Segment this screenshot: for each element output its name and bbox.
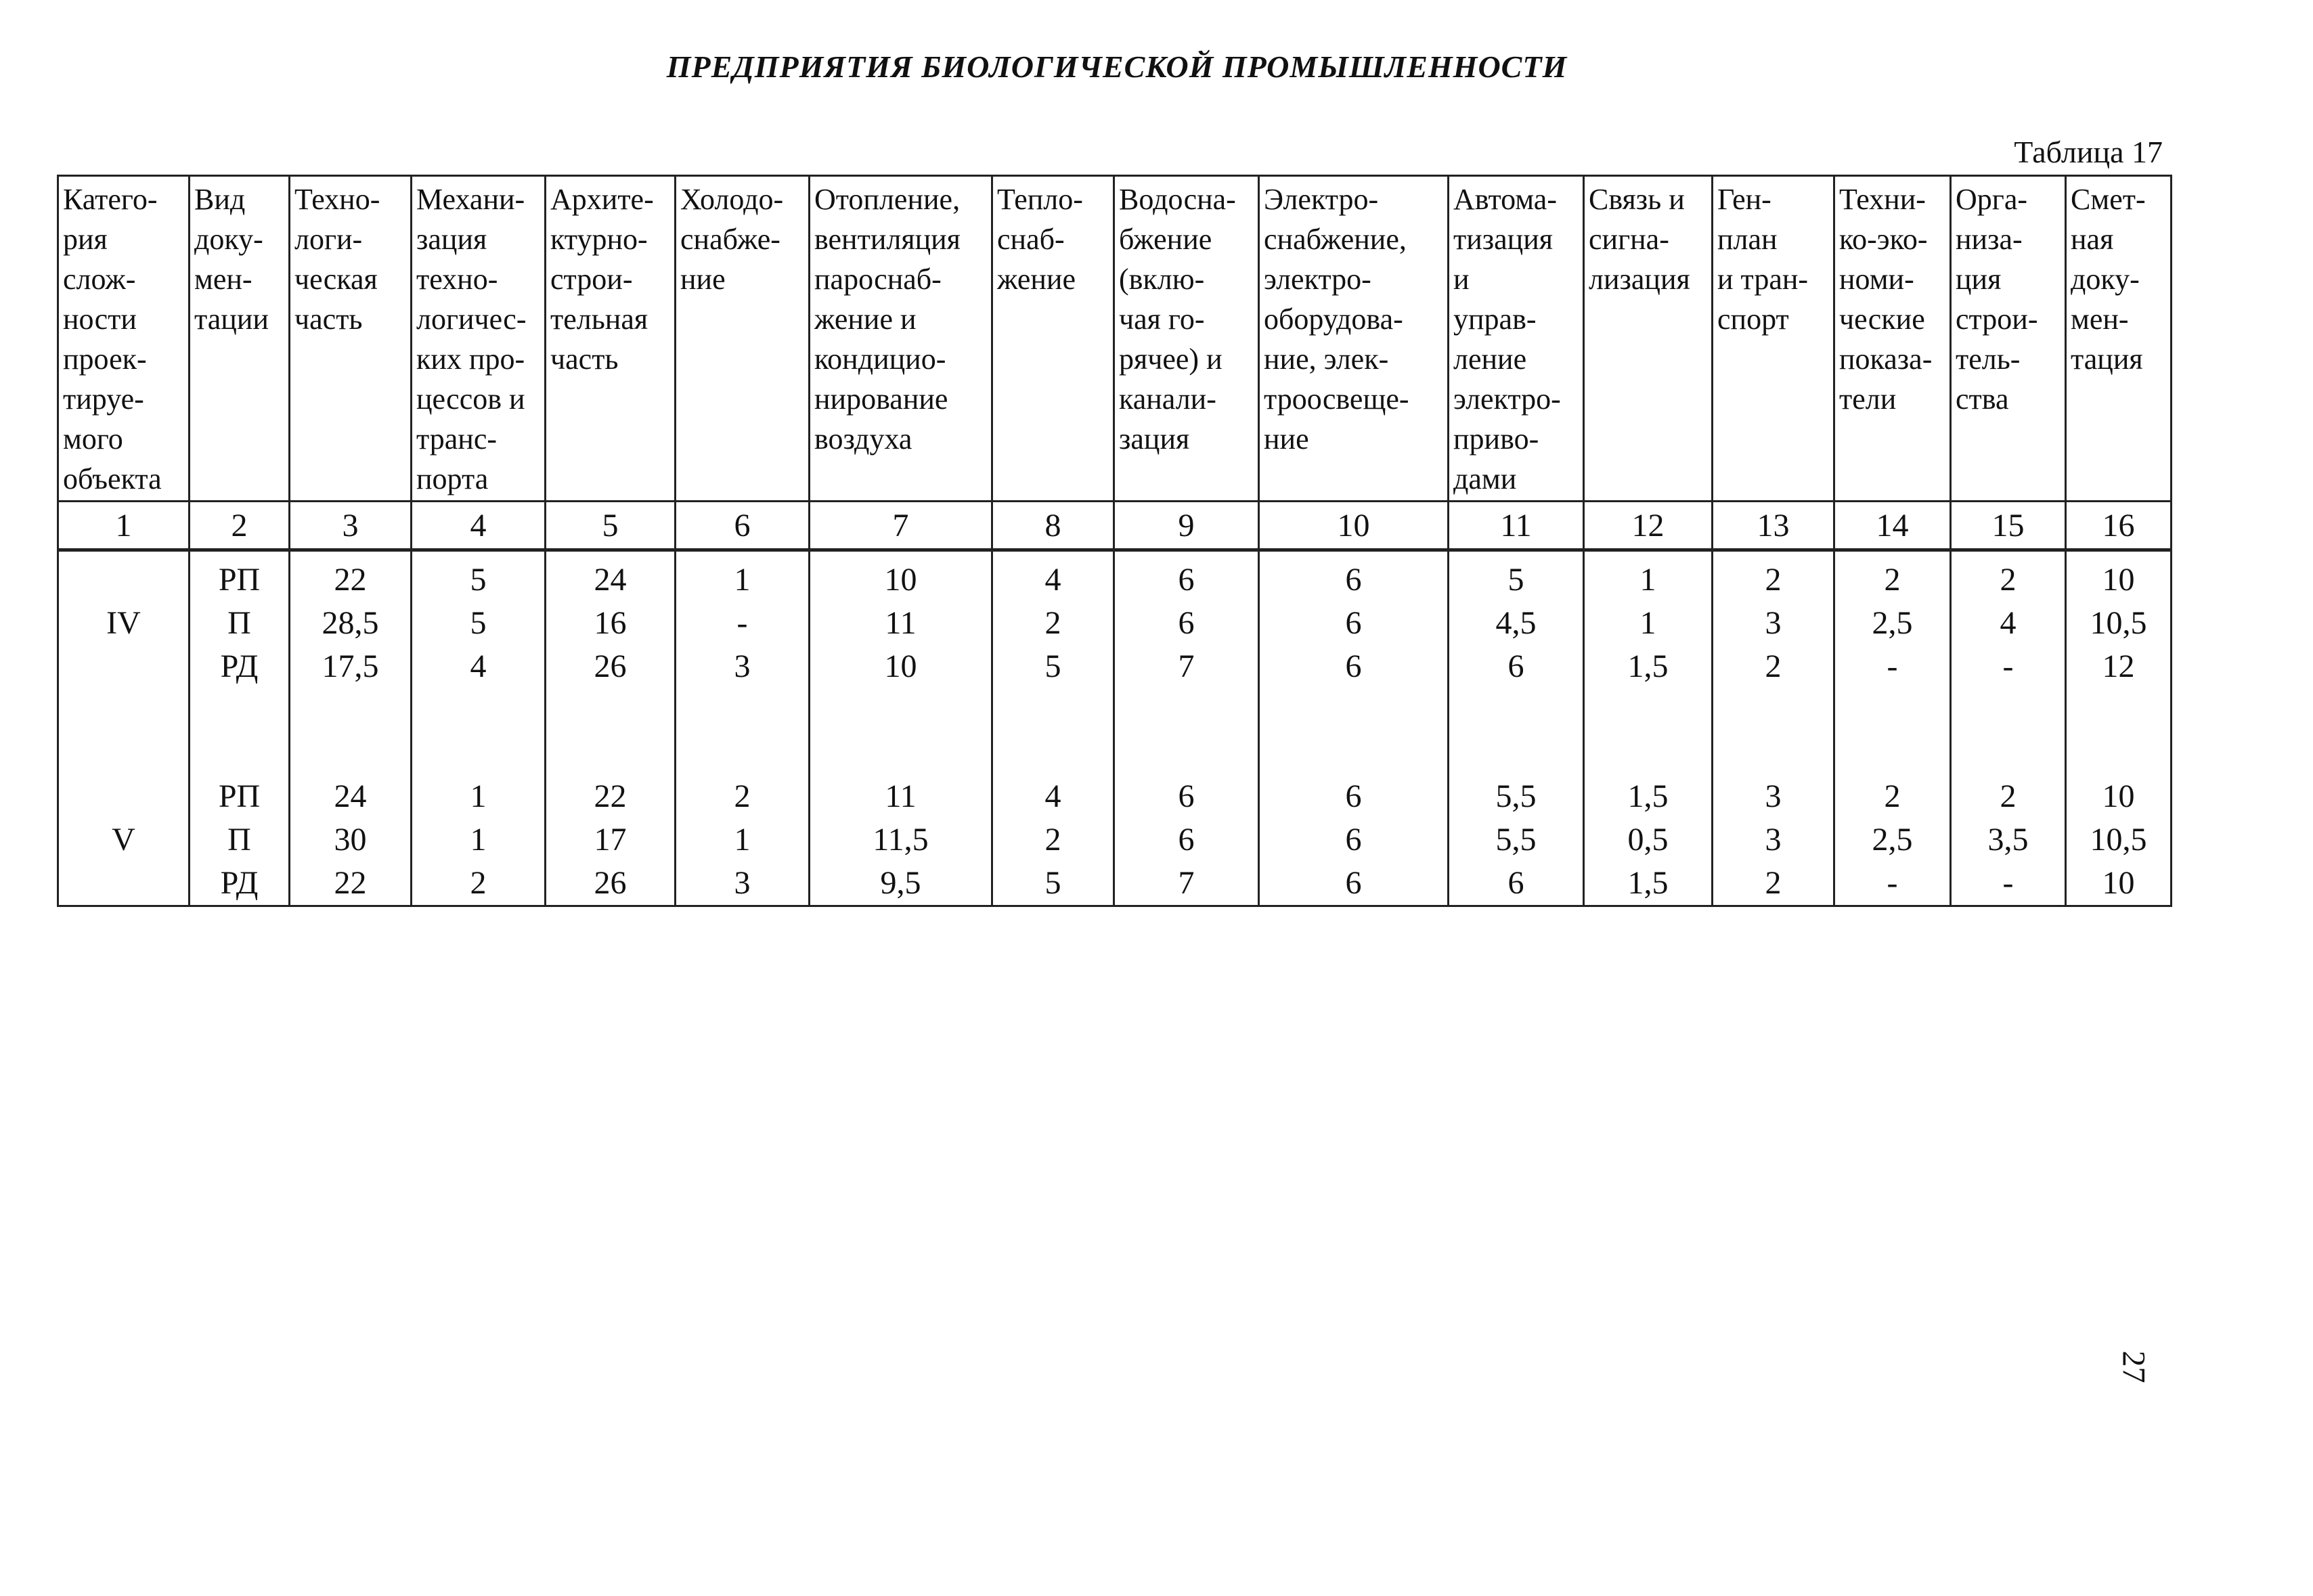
group-spacer: [676, 688, 808, 775]
group-spacer: [1585, 688, 1711, 775]
value-cell: 22: [334, 865, 367, 901]
value-cell: 2: [2000, 778, 2017, 814]
group-spacer: [59, 688, 188, 775]
value-cell: 11: [885, 778, 917, 814]
column-header-text: Вид доку- мен- тации: [194, 183, 269, 336]
group-spacer: [1952, 688, 2065, 775]
column-header: [1713, 176, 1834, 502]
column-header-text: Связь и сигна- лизация: [1589, 183, 1690, 296]
value-cell: 10,5: [2090, 822, 2147, 858]
value-cell: 5: [1044, 865, 1061, 901]
value-column-cell: [810, 550, 992, 906]
value-cell: -: [736, 605, 748, 641]
cell-lines: [1449, 552, 1583, 905]
value-cell: 22: [334, 562, 367, 598]
value-cell: 6: [1178, 822, 1195, 858]
cell-lines: [1260, 552, 1447, 905]
column-number: 2: [190, 502, 290, 550]
value-cell: 5: [1044, 648, 1061, 684]
column-header-text: Ген- план и тран- спорт: [1717, 183, 1809, 336]
category-label: [59, 558, 188, 602]
value-cell: 24: [334, 778, 367, 814]
value-cell: -: [2002, 865, 2014, 901]
value-column-cell: [190, 550, 290, 906]
category-label: IV: [106, 605, 141, 641]
cell-lines: [546, 552, 674, 905]
value-cell: 10: [2102, 865, 2135, 901]
column-header: [546, 176, 676, 502]
column-number: 13: [1713, 502, 1834, 550]
category-label: [59, 645, 188, 688]
column-header-text: Орга- низа- ция строи- тель- ства: [1956, 183, 2038, 416]
value-column-cell: [1584, 550, 1713, 906]
value-cell: 4: [2000, 605, 2017, 641]
column-number: 4: [412, 502, 546, 550]
value-column-cell: [1449, 550, 1584, 906]
value-column-cell: [992, 550, 1114, 906]
column-header: [1834, 176, 1951, 502]
column-header-text: Техно- логи- ческая часть: [294, 183, 380, 336]
group-spacer: [993, 688, 1113, 775]
value-column-cell: [1713, 550, 1834, 906]
value-column-cell: [1834, 550, 1951, 906]
value-cell: 3: [1765, 778, 1782, 814]
group-spacer: [1260, 688, 1447, 775]
value-cell: 7: [1178, 865, 1195, 901]
column-number: 8: [992, 502, 1114, 550]
cell-lines: [412, 552, 544, 905]
column-header: [1259, 176, 1449, 502]
value-cell: 3: [1765, 822, 1782, 858]
value-cell: 6: [1345, 865, 1362, 901]
value-cell: 6: [1178, 605, 1195, 641]
value-cell: 1,5: [1627, 865, 1669, 901]
cell-lines: [1585, 552, 1711, 905]
column-number: 5: [546, 502, 676, 550]
value-cell: 3,5: [1987, 822, 2029, 858]
value-cell: 2: [1765, 648, 1782, 684]
value-cell: 1: [1639, 605, 1656, 641]
column-header: [676, 176, 810, 502]
value-column-cell: [1114, 550, 1259, 906]
doc-type-cell: РП: [218, 778, 261, 814]
column-header-text: Отопление, вентиляция пароснаб- жение и кондицио- нирование воздуха: [814, 183, 961, 456]
value-cell: 6: [1178, 562, 1195, 598]
column-header-text: Водосна- бжение (вклю- чая го- рячее) и канали- зация: [1119, 183, 1236, 456]
value-cell: 6: [1507, 648, 1524, 684]
value-cell: 5: [470, 562, 487, 598]
cell-lines: [290, 552, 410, 905]
value-cell: 5,5: [1495, 822, 1537, 858]
group-spacer: [290, 688, 410, 775]
cell-lines: [1952, 552, 2065, 905]
value-cell: 2,5: [1872, 605, 1913, 641]
column-header: [58, 176, 190, 502]
group-spacer: [2067, 688, 2170, 775]
value-cell: 24: [594, 562, 627, 598]
value-cell: 6: [1507, 865, 1524, 901]
column-number: 9: [1114, 502, 1259, 550]
value-cell: 2,5: [1872, 822, 1913, 858]
value-cell: 1: [734, 562, 751, 598]
category-label: [59, 862, 188, 905]
column-number: 7: [810, 502, 992, 550]
cell-lines: [993, 552, 1113, 905]
value-cell: 2: [470, 865, 487, 901]
page-title: ПРЕДПРИЯТИЯ БИОЛОГИЧЕСКОЙ ПРОМЫШЛЕННОСТИ: [666, 49, 1568, 84]
value-cell: 1: [470, 778, 487, 814]
value-cell: 5: [470, 605, 487, 641]
column-number: 12: [1584, 502, 1713, 550]
value-cell: 10: [884, 648, 917, 684]
value-cell: 5: [1507, 562, 1524, 598]
value-cell: 4: [1044, 562, 1061, 598]
group-spacer: [1835, 688, 1949, 775]
value-cell: 4: [1044, 778, 1061, 814]
column-number: 3: [290, 502, 412, 550]
column-number: 10: [1259, 502, 1449, 550]
value-column-cell: [546, 550, 676, 906]
page-number: 27: [2115, 1350, 2152, 1383]
value-cell: 2: [1765, 562, 1782, 598]
cell-lines: [676, 552, 808, 905]
value-cell: 6: [1345, 822, 1362, 858]
value-cell: 11,5: [873, 822, 929, 858]
value-cell: 5,5: [1495, 778, 1537, 814]
value-cell: -: [1887, 648, 1898, 684]
value-cell: 2: [734, 778, 751, 814]
group-spacer: [810, 688, 991, 775]
value-cell: 4,5: [1495, 605, 1537, 641]
column-number: 14: [1834, 502, 1951, 550]
column-header: [992, 176, 1114, 502]
value-cell: 1,5: [1627, 648, 1669, 684]
group-spacer: [1115, 688, 1258, 775]
column-header-text: Катего- рия слож- ности проек- тируе- мого объекта: [63, 183, 162, 495]
value-cell: 26: [594, 648, 627, 684]
doc-type-cell: РД: [220, 865, 259, 901]
column-header: [1114, 176, 1259, 502]
value-cell: 10: [884, 562, 917, 598]
value-cell: 17,5: [322, 648, 379, 684]
category-label: [59, 775, 188, 818]
value-cell: 4: [470, 648, 487, 684]
value-cell: 3: [1765, 605, 1782, 641]
cell-lines: [59, 552, 188, 905]
value-cell: 2: [1884, 562, 1901, 598]
norms-table: [57, 175, 2172, 907]
group-spacer: [190, 688, 288, 775]
value-cell: 10: [2102, 778, 2135, 814]
column-header: [1951, 176, 2066, 502]
value-cell: 11: [885, 605, 917, 641]
column-header-text: Холодо- снабже- ние: [680, 183, 784, 296]
value-cell: 1: [734, 822, 751, 858]
value-cell: 3: [734, 648, 751, 684]
value-cell: 2: [1044, 605, 1061, 641]
value-cell: 30: [334, 822, 367, 858]
data-row: [58, 550, 2172, 906]
value-cell: 22: [594, 778, 627, 814]
category-column-cell: [58, 550, 190, 906]
group-spacer: [1449, 688, 1583, 775]
category-label: V: [112, 822, 135, 858]
column-header: [412, 176, 546, 502]
value-cell: 0,5: [1627, 822, 1669, 858]
cell-lines: [810, 552, 991, 905]
column-number: 6: [676, 502, 810, 550]
value-cell: 10,5: [2090, 605, 2147, 641]
value-cell: 9,5: [880, 865, 921, 901]
doc-type-cell: П: [227, 605, 251, 641]
value-cell: 3: [734, 865, 751, 901]
value-cell: 6: [1345, 562, 1362, 598]
value-cell: 1: [1639, 562, 1656, 598]
cell-lines: [1115, 552, 1258, 905]
value-cell: 12: [2102, 648, 2135, 684]
value-cell: 6: [1345, 648, 1362, 684]
doc-type-cell: РД: [220, 648, 259, 684]
group-spacer: [546, 688, 674, 775]
doc-type-cell: РП: [218, 562, 261, 598]
column-number: 1: [58, 502, 190, 550]
cell-lines: [190, 552, 288, 905]
column-header: [290, 176, 412, 502]
value-cell: 2: [1884, 778, 1901, 814]
column-header: [810, 176, 992, 502]
column-header-text: Тепло- снаб- жение: [997, 183, 1083, 296]
doc-type-cell: П: [227, 822, 251, 858]
value-cell: 6: [1345, 605, 1362, 641]
column-header-text: Автома- тизация и управ- ление электро- приво- дами: [1453, 183, 1561, 495]
column-header: [1449, 176, 1584, 502]
value-cell: 7: [1178, 648, 1195, 684]
column-header-text: Архите- ктурно- строи- тельная часть: [550, 183, 654, 376]
group-spacer: [1713, 688, 1833, 775]
value-cell: 16: [594, 605, 627, 641]
value-cell: 2: [1765, 865, 1782, 901]
group-spacer: [412, 688, 544, 775]
column-header-text: Смет- ная доку- мен- тация: [2071, 183, 2146, 376]
value-cell: 6: [1178, 778, 1195, 814]
column-header: [1584, 176, 1713, 502]
column-header: [2066, 176, 2172, 502]
column-header-text: Электро- снабжение, электро- оборудова- ние, элек- троосвеще- ние: [1264, 183, 1409, 456]
value-column-cell: [1259, 550, 1449, 906]
column-number: 15: [1951, 502, 2066, 550]
value-cell: 1,5: [1627, 778, 1669, 814]
value-cell: -: [2002, 648, 2014, 684]
value-cell: 28,5: [322, 605, 379, 641]
value-column-cell: [1951, 550, 2066, 906]
header-row: [58, 176, 2172, 502]
column-number: 16: [2066, 502, 2172, 550]
value-cell: 6: [1345, 778, 1362, 814]
value-cell: 10: [2102, 562, 2135, 598]
column-header-text: Механи- зация техно- логичес- ких про- цессов и транс- порта: [416, 183, 527, 495]
column-number-row: [58, 502, 2172, 550]
value-column-cell: [412, 550, 546, 906]
cell-lines: [2067, 552, 2170, 905]
value-column-cell: [676, 550, 810, 906]
value-cell: 2: [2000, 562, 2017, 598]
value-cell: -: [1887, 865, 1898, 901]
value-column-cell: [2066, 550, 2172, 906]
value-cell: 1: [470, 822, 487, 858]
value-cell: 2: [1044, 822, 1061, 858]
column-number: 11: [1449, 502, 1584, 550]
column-header: [190, 176, 290, 502]
column-header-text: Техни- ко-эко- номи- ческие показа- тели: [1839, 183, 1933, 416]
table-caption: Таблица 17: [2014, 135, 2163, 169]
value-cell: 26: [594, 865, 627, 901]
value-column-cell: [290, 550, 412, 906]
cell-lines: [1713, 552, 1833, 905]
cell-lines: [1835, 552, 1949, 905]
value-cell: 17: [594, 822, 627, 858]
